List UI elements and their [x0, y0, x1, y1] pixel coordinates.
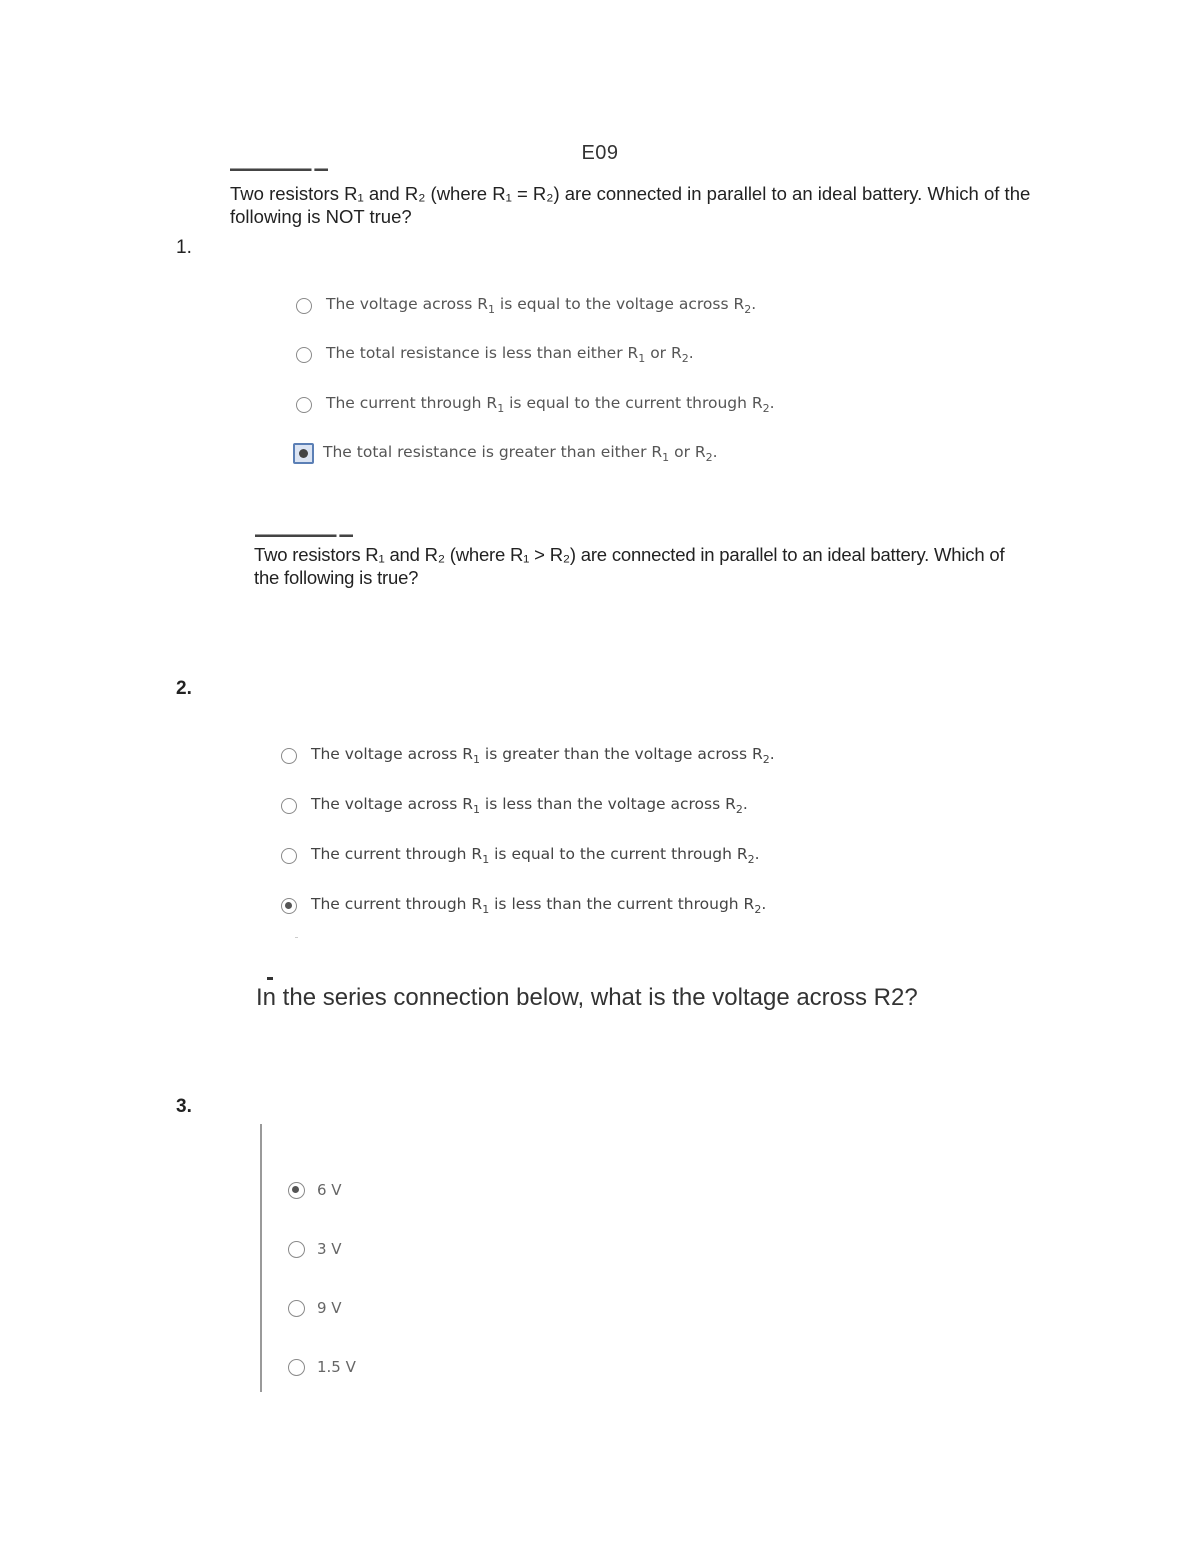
page-title: E09 [581, 142, 619, 164]
q1-option-2[interactable] [296, 344, 694, 365]
radio-button-selected[interactable] [288, 1182, 305, 1199]
radio-button[interactable] [288, 1241, 305, 1258]
radio-button-selected[interactable] [293, 443, 314, 464]
q1-option-1[interactable] [296, 295, 756, 316]
cropped-mark [267, 977, 273, 980]
question-3-stem: In the series connection below, what is the voltage across R2? [256, 984, 918, 1011]
q3-option-3[interactable] [288, 1299, 342, 1317]
option-text: The voltage across $R_1$ is greater than the voltage across $R_2$. [311, 745, 775, 766]
q3-option-1[interactable] [288, 1181, 342, 1199]
answer-panel-border [260, 1124, 262, 1392]
q2-option-1[interactable] [281, 745, 775, 766]
q1-option-4[interactable] [296, 443, 718, 464]
radio-button[interactable] [288, 1359, 305, 1376]
question-1-stem-line-2: following is NOT true? [230, 206, 412, 227]
q3-option-2[interactable] [288, 1240, 342, 1258]
option-text: The voltage across $R_1$ is less than the voltage across $R_2$. [311, 795, 748, 816]
radio-button[interactable] [288, 1300, 305, 1317]
question-1-number: 1. [176, 237, 192, 258]
question-3-number: 3. [176, 1096, 192, 1117]
q2-option-4[interactable] [281, 895, 766, 916]
question-2-stem-line-1: Two resistors R₁ and R₂ (where R₁ > R₂) are connected in parallel to an ideal battery. Which of [254, 544, 1005, 565]
radio-button[interactable] [296, 397, 312, 413]
option-text: The current through $R_1$ is equal to the current through $R_2$. [326, 394, 775, 415]
option-text: 6 V [317, 1181, 342, 1199]
option-text: The current through $R_1$ is equal to the current through $R_2$. [311, 845, 760, 866]
q1-option-3[interactable] [296, 394, 775, 415]
option-text: The voltage across $R_1$ is equal to the voltage across $R_2$. [326, 295, 757, 316]
radio-button[interactable] [281, 748, 297, 764]
radio-button-selected[interactable] [281, 898, 297, 914]
radio-button[interactable] [281, 798, 297, 814]
radio-button[interactable] [296, 298, 312, 314]
question-2-stem-line-2: the following is true? [254, 567, 419, 588]
question-1-stem-line-1: Two resistors R₁ and R₂ (where R₁ = R₂) are connected in parallel to an ideal battery. Which of the [230, 183, 1031, 204]
option-text: The current through $R_1$ is less than the current through $R_2$. [311, 895, 767, 916]
option-text: 9 V [317, 1299, 342, 1317]
cropped-question-header: ▬▬▬▬▬▬ ▬ [255, 532, 353, 538]
q3-option-4[interactable] [288, 1358, 356, 1376]
question-2-number: 2. [176, 678, 192, 699]
option-text: 3 V [317, 1240, 342, 1258]
option-text: The total resistance is less than either $R_1$ or $R_2$. [326, 344, 694, 365]
option-text: The total resistance is greater than either $R_1$ or $R_2$. [323, 443, 718, 464]
question-1-stem [230, 182, 1030, 228]
q2-option-3[interactable] [281, 845, 760, 866]
stray-mark [295, 937, 298, 938]
cropped-question-header: ▬▬▬▬▬▬ ▬ [230, 166, 328, 172]
option-text: 1.5 V [317, 1358, 356, 1376]
radio-button[interactable] [296, 347, 312, 363]
question-2-stem [254, 543, 1004, 589]
q2-option-2[interactable] [281, 795, 748, 816]
radio-button[interactable] [281, 848, 297, 864]
